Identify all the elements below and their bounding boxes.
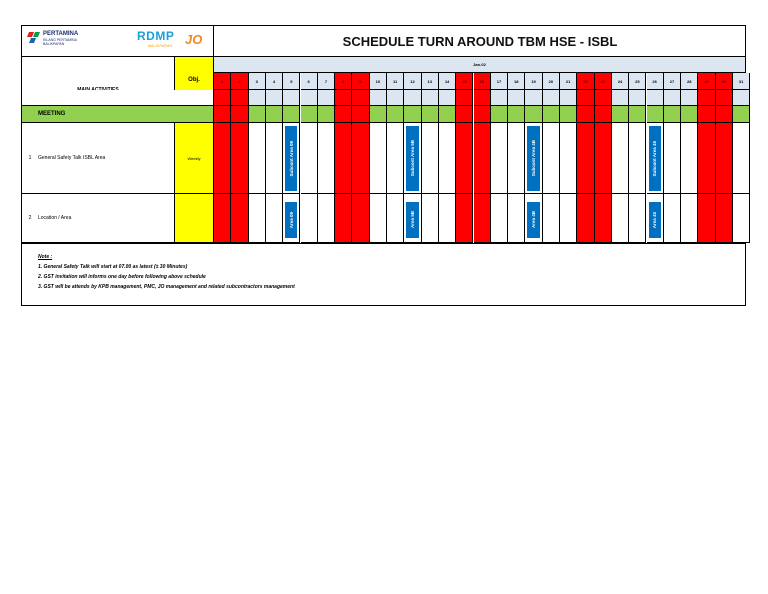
day-row2-cell [681,194,698,243]
day-header: 15 [456,73,473,90]
day-row1-cell [474,123,491,194]
day-header: 17 [491,73,508,90]
day-section-cell [698,106,715,123]
day-header: 21 [560,73,577,90]
header-spacer [22,90,214,106]
day-row2-cell [370,194,387,243]
day-header: 28 [681,73,698,90]
area-bar-label: Area 4B [531,211,537,229]
day-spacer [404,90,421,106]
day-row2-cell [474,194,491,243]
row-number: 2 [22,194,38,243]
talk-bar-label: Subcont Area 5B [409,140,415,177]
rdmp-logo-text: RDMP [137,29,175,43]
day-row2-cell [629,194,646,243]
day-header: 3 [249,73,266,90]
activity-name: Location / Area [38,194,175,243]
notes-block [38,252,295,292]
day-spacer [716,90,733,106]
day-section-cell [266,106,283,123]
day-row1-cell [577,123,594,194]
day-row2-cell [698,194,715,243]
day-row1-cell [560,123,577,194]
day-row2-cell [214,194,231,243]
talk-bar [649,126,661,191]
page-title: SCHEDULE TURN AROUND TBM HSE - ISBL [214,26,746,57]
day-spacer [595,90,612,106]
day-section-cell [525,106,542,123]
day-row1-cell [231,123,248,194]
area-bar-label: Area 5B [409,211,415,229]
day-spacer [249,90,266,106]
day-header: 22 [577,73,594,90]
day-row1-cell [214,123,231,194]
day-section-cell [301,106,318,123]
day-header: 25 [629,73,646,90]
day-section-cell [318,106,335,123]
day-header: 30 [716,73,733,90]
note-line-3: 3. GST will be attends by KPB management, PMC, JO management and related subcontractors management [38,284,295,290]
talk-bar [285,126,297,191]
day-spacer [629,90,646,106]
day-spacer [647,90,664,106]
pertamina-logo-text: PERTAMINA [43,31,79,37]
day-row2-cell [266,194,283,243]
day-row2-cell [595,194,612,243]
area-bar-label: Area 45 [652,211,658,229]
day-row1-cell [318,123,335,194]
day-row2-cell [387,194,404,243]
activity-name: General Safety Talk ISBL Area [38,123,175,194]
note-line-1: 1. General Safety Talk will start at 07.00 as latest (± 30 Minutes) [38,264,188,270]
day-spacer [508,90,525,106]
day-row1-cell [456,123,473,194]
day-spacer [698,90,715,106]
day-header: 26 [647,73,664,90]
day-spacer [283,90,300,106]
area-bar [285,202,297,238]
talk-bar-label: Subcont Area 09 [288,140,294,177]
day-row1-cell [595,123,612,194]
talk-bar [527,126,539,191]
day-row2-cell [301,194,318,243]
day-section-cell [335,106,352,123]
day-spacer [301,90,318,106]
month-header: Jan-02 [214,57,746,73]
day-spacer [318,90,335,106]
day-row2-cell [508,194,525,243]
day-row2-cell [231,194,248,243]
day-header: 2 [231,73,248,90]
day-header: 27 [664,73,681,90]
day-header: 23 [595,73,612,90]
activity-obj: Weekly [175,123,214,194]
day-spacer [733,90,750,106]
row-number: 1 [22,123,38,194]
day-spacer [214,90,231,106]
day-row1-cell [387,123,404,194]
day-section-cell [595,106,612,123]
day-section-cell [733,106,750,123]
day-row1-cell [335,123,352,194]
day-row1-cell [629,123,646,194]
day-section-cell [370,106,387,123]
day-header: 20 [543,73,560,90]
day-row2-cell [733,194,750,243]
jo-logo-text: JO [185,32,203,47]
day-spacer [543,90,560,106]
grid-bottom [22,243,746,244]
obj-header: Obj. [175,57,214,123]
day-section-cell [352,106,369,123]
day-header: 1 [214,73,231,90]
pertamina-logo-icon [27,30,41,44]
day-section-cell [214,106,231,123]
day-section-cell [577,106,594,123]
day-header: 13 [422,73,439,90]
day-row2-cell [716,194,733,243]
day-row1-cell [612,123,629,194]
day-row2-cell [352,194,369,243]
area-bar-label: Area 09 [288,211,294,229]
day-row2-cell [335,194,352,243]
day-header: 9 [352,73,369,90]
day-header: 12 [404,73,421,90]
day-section-cell [629,106,646,123]
day-header: 18 [508,73,525,90]
day-row1-cell [370,123,387,194]
day-row1-cell [249,123,266,194]
schedule-sheet [21,25,746,306]
logo-area [22,26,214,57]
day-row1-cell [698,123,715,194]
day-spacer [525,90,542,106]
pertamina-logo-sub1: KILANG PERTAMINA [43,38,77,42]
day-section-cell [249,106,266,123]
day-row2-cell [491,194,508,243]
day-row2-cell [612,194,629,243]
day-section-cell [681,106,698,123]
day-row1-cell [716,123,733,194]
day-row1-cell [422,123,439,194]
day-header: 6 [301,73,318,90]
talk-bar [406,126,418,191]
day-section-cell [439,106,456,123]
day-spacer [335,90,352,106]
day-row2-cell [456,194,473,243]
day-section-cell [387,106,404,123]
day-spacer [612,90,629,106]
day-row2-cell [249,194,266,243]
day-spacer [266,90,283,106]
day-header: 14 [439,73,456,90]
day-row1-cell [491,123,508,194]
area-bar [406,202,418,238]
section-meeting: MEETING [22,106,214,123]
area-bar [527,202,539,238]
day-spacer [577,90,594,106]
day-header: 16 [474,73,491,90]
day-section-cell [404,106,421,123]
day-spacer [456,90,473,106]
day-row2-cell [439,194,456,243]
day-spacer [387,90,404,106]
day-section-cell [283,106,300,123]
day-row1-cell [681,123,698,194]
day-header: 7 [318,73,335,90]
day-header: 8 [335,73,352,90]
day-spacer [681,90,698,106]
day-row1-cell [266,123,283,194]
day-header: 4 [266,73,283,90]
day-section-cell [612,106,629,123]
day-row2-cell [560,194,577,243]
day-spacer [231,90,248,106]
day-section-cell [543,106,560,123]
day-section-cell [647,106,664,123]
day-row2-cell [422,194,439,243]
day-header: 5 [283,73,300,90]
talk-bar-label: Subcont Area 4B [531,140,537,177]
day-spacer [491,90,508,106]
day-spacer [560,90,577,106]
day-spacer [439,90,456,106]
day-row2-cell [577,194,594,243]
day-spacer [664,90,681,106]
rdmp-logo-sub: BALIKPAPAN [148,43,173,48]
day-spacer [474,90,491,106]
pertamina-logo-sub2: BALIKPAPAN [43,42,65,46]
day-section-cell [664,106,681,123]
day-section-cell [716,106,733,123]
day-header: 24 [612,73,629,90]
day-row1-cell [352,123,369,194]
day-row2-cell [664,194,681,243]
day-section-cell [508,106,525,123]
day-section-cell [474,106,491,123]
day-row1-cell [733,123,750,194]
day-header: 31 [733,73,750,90]
day-row1-cell [301,123,318,194]
day-spacer [370,90,387,106]
talk-bar-label: Subcont Area 45 [652,140,658,177]
day-row1-cell [664,123,681,194]
day-header: 11 [387,73,404,90]
notes-title: Note : [38,254,53,260]
area-bar [649,202,661,238]
day-section-cell [560,106,577,123]
note-line-2: 2. GST invitation will informs one day before following above schedule [38,274,206,280]
day-row1-cell [508,123,525,194]
day-section-cell [231,106,248,123]
day-spacer [422,90,439,106]
day-section-cell [456,106,473,123]
day-section-cell [422,106,439,123]
day-row1-cell [543,123,560,194]
day-row2-cell [318,194,335,243]
day-spacer [352,90,369,106]
day-section-cell [491,106,508,123]
day-row1-cell [439,123,456,194]
day-header: 10 [370,73,387,90]
activity-obj [175,194,214,243]
day-row2-cell [543,194,560,243]
day-header: 19 [525,73,542,90]
day-header: 29 [698,73,715,90]
